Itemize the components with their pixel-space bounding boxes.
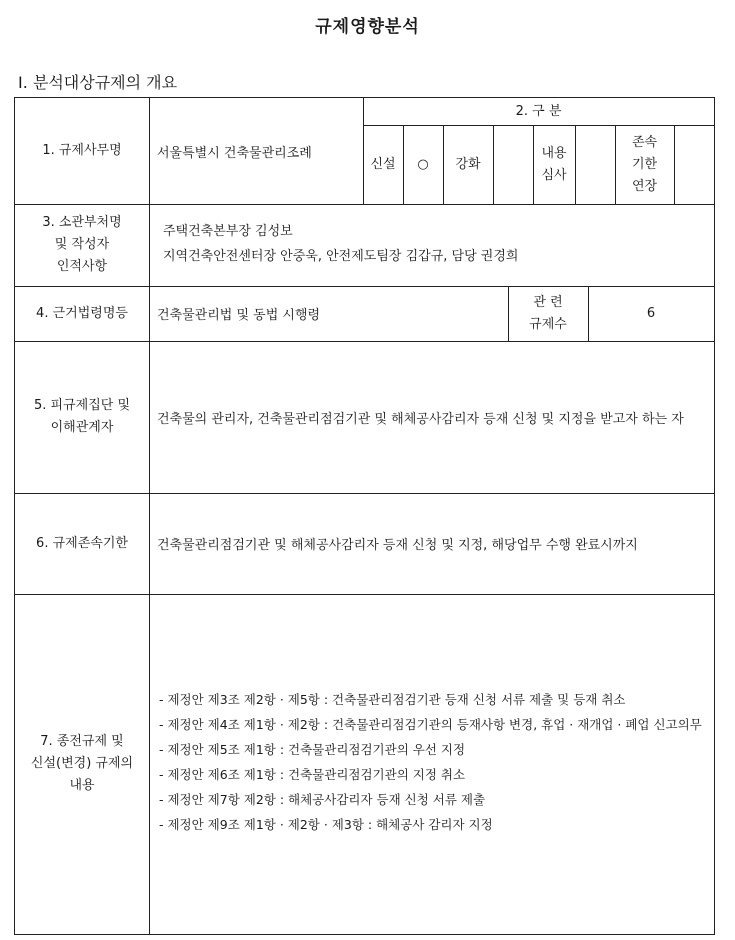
regulation-name-label: 1. 규제사무명 [42, 143, 122, 158]
category-strengthen-mark [493, 125, 533, 204]
section-heading: Ⅰ. 분석대상규제의 개요 [18, 73, 178, 92]
regulation-name-value: 서울특별시 건축물관리조례 [157, 145, 312, 161]
category-new-label: 신설 [370, 156, 396, 172]
legal-basis-label: 4. 근거법령명등 [36, 305, 128, 321]
category-extension-label: 존속 기한 연장 [631, 134, 658, 194]
category-extension-mark [674, 125, 714, 204]
category-header: 2. 구 분 [515, 103, 562, 119]
ministry-label: 3. 소관부처명 및 작성자 인적사항 [42, 215, 122, 274]
duration-label: 6. 규제존속기한 [36, 535, 128, 551]
list-item: - 제정안 제9조 제1항 · 제2항 · 제3항 : 해체공사 감리자 지정 [159, 817, 493, 832]
overview-table [14, 97, 715, 935]
ministry-value [163, 219, 518, 269]
regulation-content-list [159, 687, 712, 837]
list-item: - 제정안 제3조 제2항 · 제5항 : 건축물관리점검기관 등재 신청 서류 제출 및 등재 취소 [159, 692, 626, 707]
ministry-line: 지역건축안전센터장 안중욱, 안전제도팀장 김갑규, 담당 권경희 [163, 249, 519, 264]
regulated-group-value: 건축물의 관리자, 건축물관리점검기관 및 해체공사감리자 등재 신청 및 지정을 받고자 하는 자 [157, 411, 684, 427]
list-item: - 제정안 제4조 제1항 · 제2항 : 건축물관리점검기관의 등재사항 변경, 휴업 · 재개업 · 폐업 신고의무 [159, 717, 702, 732]
regulation-content-label: 7. 종전규제 및 신설(변경) 규제의 내용 [30, 734, 134, 793]
ministry-line: 주택건축본부장 김성보 [163, 224, 293, 239]
related-count-label: 관 련 규제수 [529, 294, 567, 332]
list-item: - 제정안 제6조 제1항 : 건축물관리점검기관의 지정 취소 [159, 767, 466, 782]
list-item: - 제정안 제7항 제2항 : 해체공사감리자 등재 신청 서류 제출 [159, 792, 486, 807]
related-count-value: 6 [646, 305, 656, 321]
legal-basis-value: 건축물관리법 및 동법 시행령 [157, 308, 321, 323]
document-title: 규제영향분석 [315, 17, 420, 37]
category-new-mark: ○ [417, 156, 429, 172]
category-review-mark [575, 125, 615, 204]
category-strengthen-label: 강화 [455, 156, 481, 172]
regulated-group-label: 5. 피규제집단 및 이해관계자 [33, 398, 131, 435]
category-review-label: 내용 심사 [541, 145, 567, 183]
label-column-divider [149, 98, 150, 934]
list-item: - 제정안 제5조 제1항 : 건축물관리점검기관의 우선 지정 [159, 742, 466, 757]
duration-value: 건축물관리점검기관 및 해체공사감리자 등재 신청 및 지정, 해당업무 수행 완료시까지 [157, 538, 638, 553]
